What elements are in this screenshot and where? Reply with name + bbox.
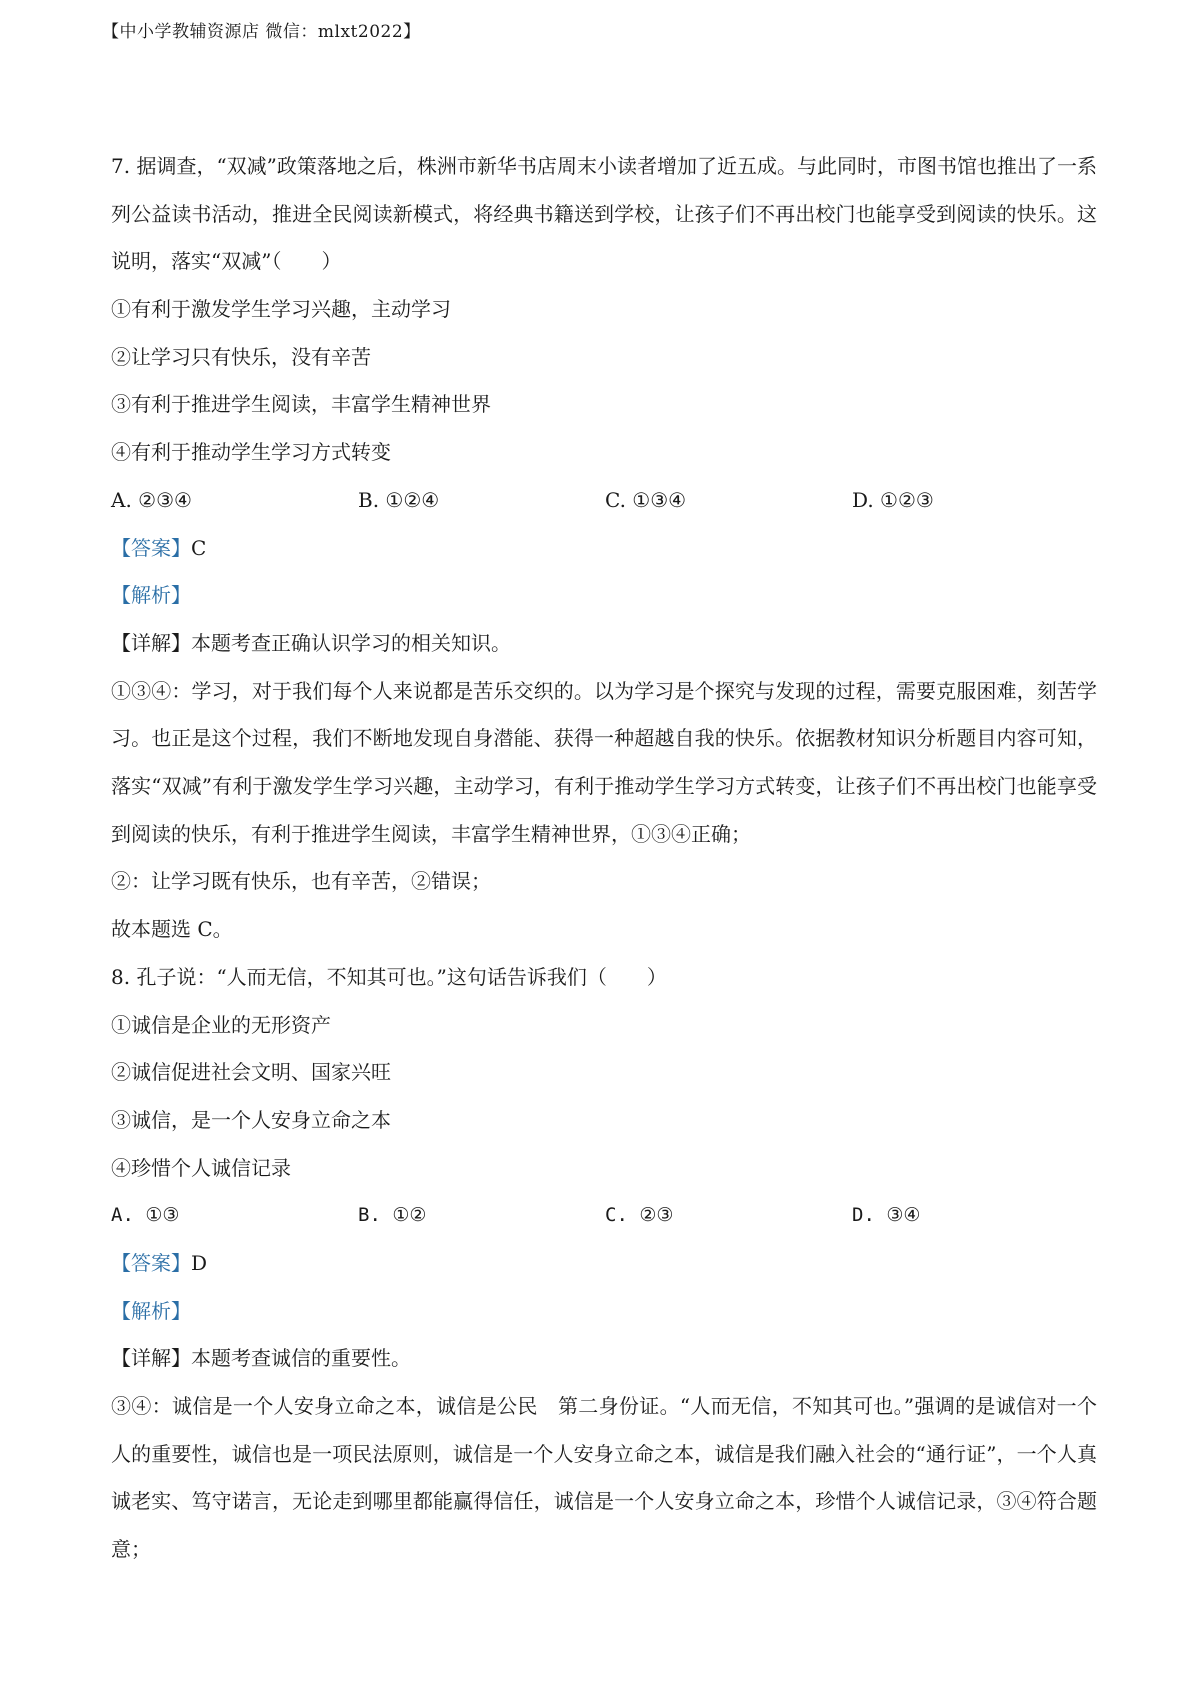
- q7-option-c: C. ①③④: [605, 487, 687, 512]
- question-7-stem: 7. 据调查，“双减”政策落地之后，株洲市新华书店周末小读者增加了近五成。与此同时，市图书馆也推出了一系列公益读书活动，推进全民阅读新模式，将经典书籍送到学校，让孩子们不再出校门也能享受到阅读的快乐。这说明，落实“双减”（ ）: [111, 154, 1097, 274]
- q7-detail-tag: 【详解】: [111, 630, 191, 655]
- q8-item-4: ④珍惜个人诚信记录: [111, 1155, 291, 1180]
- q7-answer-tag: 【答案】: [111, 535, 191, 560]
- question-8-stem: 8. 孔子说：“人而无信，不知其可也。”这句话告诉我们（ ）: [111, 964, 667, 989]
- q8-option-a: A. ①③: [111, 1204, 180, 1227]
- q7-item-3: ③有利于推进学生阅读，丰富学生精神世界: [111, 392, 491, 417]
- q7-item-4: ④有利于推动学生学习方式转变: [111, 440, 391, 465]
- q8-answer-value: D: [191, 1250, 208, 1275]
- q8-options: [111, 1192, 1097, 1240]
- q8-analysis: [111, 1288, 1097, 1336]
- q7-analysis-tag: 【解析】: [111, 583, 191, 608]
- q8-detail-tag: 【详解】: [111, 1346, 191, 1371]
- q8-option-c: C. ②③: [605, 1204, 674, 1227]
- q7-answer: [111, 525, 1097, 573]
- q8-answer-tag: 【答案】: [111, 1250, 191, 1275]
- q7-option-a: A. ②③④: [111, 487, 192, 512]
- q8-item-1: ①诚信是企业的无形资产: [111, 1012, 331, 1037]
- q8-explanation-1: ③④：诚信是一个人安身立命之本，诚信是公民 第二身份证。“人而无信，不知其可也。”强调的是诚信对一个人的重要性，诚信也是一项民法原则，诚信是一个人安身立命之本，诚信是我们融入社会的“通行证”，一个人真诚老实、笃守诺言，无论走到哪里都能赢得信任，诚信是一个人安身立命之本，珍惜个人诚信记录，③④符合题意；: [111, 1394, 1097, 1562]
- q8-answer: [111, 1240, 1097, 1288]
- page-header-watermark: 【中小学教辅资源店 微信：mlxt2022】: [102, 22, 421, 42]
- q7-analysis: [111, 572, 1097, 620]
- q8-detail: [111, 1335, 1097, 1383]
- q8-option-b: B. ①②: [358, 1204, 427, 1227]
- q7-options: [111, 477, 1097, 525]
- q7-item-1: ①有利于激发学生学习兴趣，主动学习: [111, 297, 451, 322]
- q7-detail: [111, 620, 1097, 668]
- q8-analysis-tag: 【解析】: [111, 1298, 191, 1323]
- q8-detail-text: 本题考查诚信的重要性。: [191, 1346, 411, 1371]
- q7-option-d: D. ①②③: [852, 487, 934, 512]
- document-body: [111, 143, 1097, 1574]
- q7-explanation-2: ②：让学习既有快乐，也有辛苦，②错误；: [111, 869, 491, 894]
- q8-item-2: ②诚信促进社会文明、国家兴旺: [111, 1060, 391, 1085]
- q7-detail-text: 本题考查正确认识学习的相关知识。: [191, 630, 511, 655]
- q7-conclusion: 故本题选 C。: [111, 917, 233, 942]
- q7-explanation-1: ①③④：学习，对于我们每个人来说都是苦乐交织的。以为学习是个探究与发现的过程，需要克服困难，刻苦学习。也正是这个过程，我们不断地发现自身潜能、获得一种超越自我的快乐。依据教材知识分析题目内容可知，落实“双减”有利于激发学生学习兴趣，主动学习，有利于推动学生学习方式转变，让孩子们不再出校门也能享受到阅读的快乐，有利于推进学生阅读，丰富学生精神世界，①③④正确；: [111, 678, 1097, 846]
- q7-answer-value: C: [191, 535, 207, 560]
- q7-item-2: ②让学习只有快乐，没有辛苦: [111, 344, 371, 369]
- q8-option-d: D. ③④: [852, 1204, 921, 1227]
- q8-item-3: ③诚信，是一个人安身立命之本: [111, 1107, 391, 1132]
- q7-option-b: B. ①②④: [358, 487, 440, 512]
